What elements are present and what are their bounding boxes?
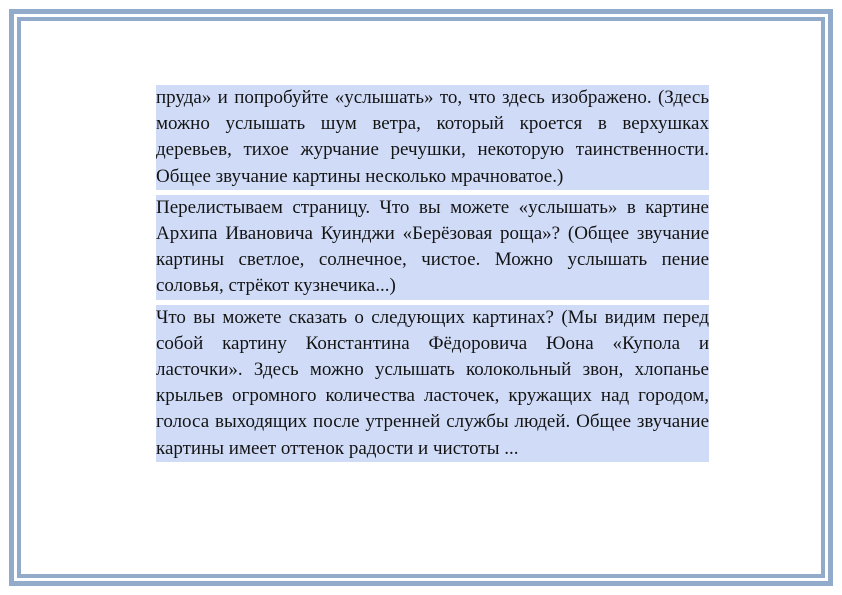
paragraph-2: Перелистываем страницу. Что вы можете «услышать» в картине Архипа Ивановича Куинджи «Берёзовая роща»? (Общее звучание картины светлое, солнечное, чистое. Можно услышать пение соловья, стрёкот кузнечика...) (156, 195, 709, 300)
text-block (156, 85, 709, 462)
paragraph-3: Что вы можете сказать о следующих картинах? (Мы видим перед собой картину Константина Фёдоровича Юона «Купола и ласточки». Здесь можно услышать колокольный звон, хлопанье крыльев огромного количества ласточек, кружащих над городом, голоса выходящих после утренней службы людей. Общее звучание картины имеет оттенок радости и чистоты ... (156, 305, 709, 462)
paragraph-1: пруда» и попробуйте «услышать» то, что здесь изображено. (Здесь можно услышать шум ветра, который кроется в верхушках деревьев, тихое журчание речушки, некоторую таинственности. Общее звучание картины несколько мрачноватое.) (156, 85, 709, 190)
